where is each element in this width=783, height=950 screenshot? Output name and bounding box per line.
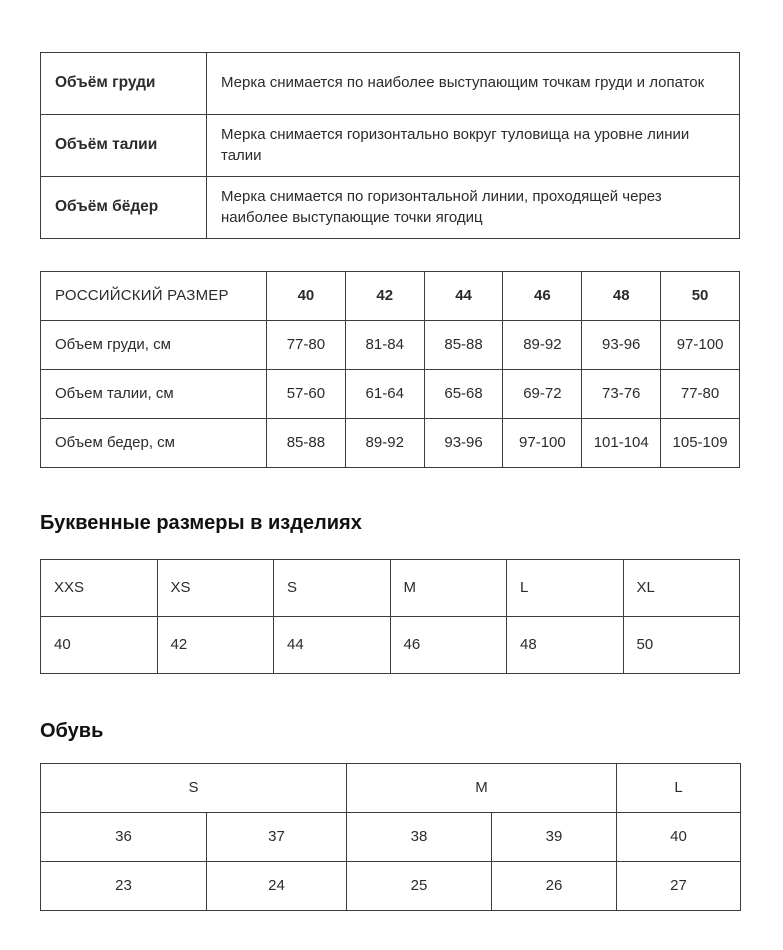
table-header-row — [41, 272, 740, 321]
letter-sizes-title: Буквенные размеры в изделиях — [40, 512, 362, 534]
size-header-cell: 44 — [424, 272, 503, 321]
shoes-table — [40, 763, 741, 911]
table-row — [41, 419, 740, 468]
letter-size-cell: M — [390, 560, 507, 617]
letter-size-cell: XL — [623, 560, 740, 617]
value-cell: 101-104 — [582, 419, 661, 468]
shoe-cm-size-cell: 24 — [207, 862, 347, 911]
row-label: Объем бедер, см — [41, 419, 267, 468]
shoe-group-cell: S — [41, 764, 347, 813]
table-row — [41, 53, 740, 115]
value-cell: 93-96 — [582, 321, 661, 370]
measurement-description: Мерка снимается по наиболее выступающим точкам груди и лопаток — [207, 53, 740, 115]
number-size-cell: 50 — [623, 617, 740, 674]
shoe-eu-size-cell: 37 — [207, 813, 347, 862]
value-cell: 73-76 — [582, 370, 661, 419]
value-cell: 65-68 — [424, 370, 503, 419]
table-header-row — [41, 560, 740, 617]
value-cell: 77-80 — [661, 370, 740, 419]
table-row — [41, 370, 740, 419]
shoe-eu-size-cell: 39 — [492, 813, 617, 862]
shoe-cm-size-cell: 26 — [492, 862, 617, 911]
shoe-eu-size-cell: 36 — [41, 813, 207, 862]
shoe-eu-size-cell: 38 — [347, 813, 492, 862]
size-header-cell: 40 — [267, 272, 346, 321]
size-header-cell: 46 — [503, 272, 582, 321]
row-label: Объем груди, см — [41, 321, 267, 370]
table-header-row — [41, 764, 741, 813]
shoe-cm-size-cell: 25 — [347, 862, 492, 911]
value-cell: 81-84 — [345, 321, 424, 370]
size-header-cell: 48 — [582, 272, 661, 321]
value-cell: 89-92 — [503, 321, 582, 370]
letter-size-cell: S — [274, 560, 391, 617]
value-cell: 105-109 — [661, 419, 740, 468]
number-size-cell: 48 — [507, 617, 624, 674]
measurement-description: Мерка снимается горизонтально вокруг туловища на уровне линии талии — [207, 115, 740, 177]
table-row — [41, 813, 741, 862]
shoe-cm-size-cell: 27 — [617, 862, 741, 911]
row-label: Объем талии, см — [41, 370, 267, 419]
measurement-label: Объём талии — [41, 115, 207, 177]
number-size-cell: 42 — [157, 617, 274, 674]
table-row — [41, 115, 740, 177]
table-row — [41, 862, 741, 911]
measurements-table — [40, 52, 740, 239]
letter-size-cell: XS — [157, 560, 274, 617]
table-row — [41, 617, 740, 674]
table-row — [41, 321, 740, 370]
shoe-eu-size-cell: 40 — [617, 813, 741, 862]
value-cell: 77-80 — [267, 321, 346, 370]
size-header-cell: 50 — [661, 272, 740, 321]
size-header-cell: 42 — [345, 272, 424, 321]
number-size-cell: 46 — [390, 617, 507, 674]
russian-size-header-label: РОССИЙСКИЙ РАЗМЕР — [41, 272, 267, 321]
value-cell: 97-100 — [503, 419, 582, 468]
shoes-title: Обувь — [40, 720, 104, 742]
letter-size-cell: XXS — [41, 560, 158, 617]
shoe-cm-size-cell: 23 — [41, 862, 207, 911]
number-size-cell: 44 — [274, 617, 391, 674]
russian-sizes-table — [40, 271, 740, 468]
value-cell: 85-88 — [267, 419, 346, 468]
value-cell: 61-64 — [345, 370, 424, 419]
value-cell: 93-96 — [424, 419, 503, 468]
measurement-label: Объём бёдер — [41, 177, 207, 239]
table-row — [41, 177, 740, 239]
shoe-group-cell: M — [347, 764, 617, 813]
value-cell: 97-100 — [661, 321, 740, 370]
value-cell: 89-92 — [345, 419, 424, 468]
number-size-cell: 40 — [41, 617, 158, 674]
value-cell: 57-60 — [267, 370, 346, 419]
value-cell: 69-72 — [503, 370, 582, 419]
measurement-label: Объём груди — [41, 53, 207, 115]
value-cell: 85-88 — [424, 321, 503, 370]
letter-size-cell: L — [507, 560, 624, 617]
measurement-description: Мерка снимается по горизонтальной линии, проходящей через наиболее выступающие точки ягодиц — [207, 177, 740, 239]
shoe-group-cell: L — [617, 764, 741, 813]
letter-sizes-table — [40, 559, 740, 674]
